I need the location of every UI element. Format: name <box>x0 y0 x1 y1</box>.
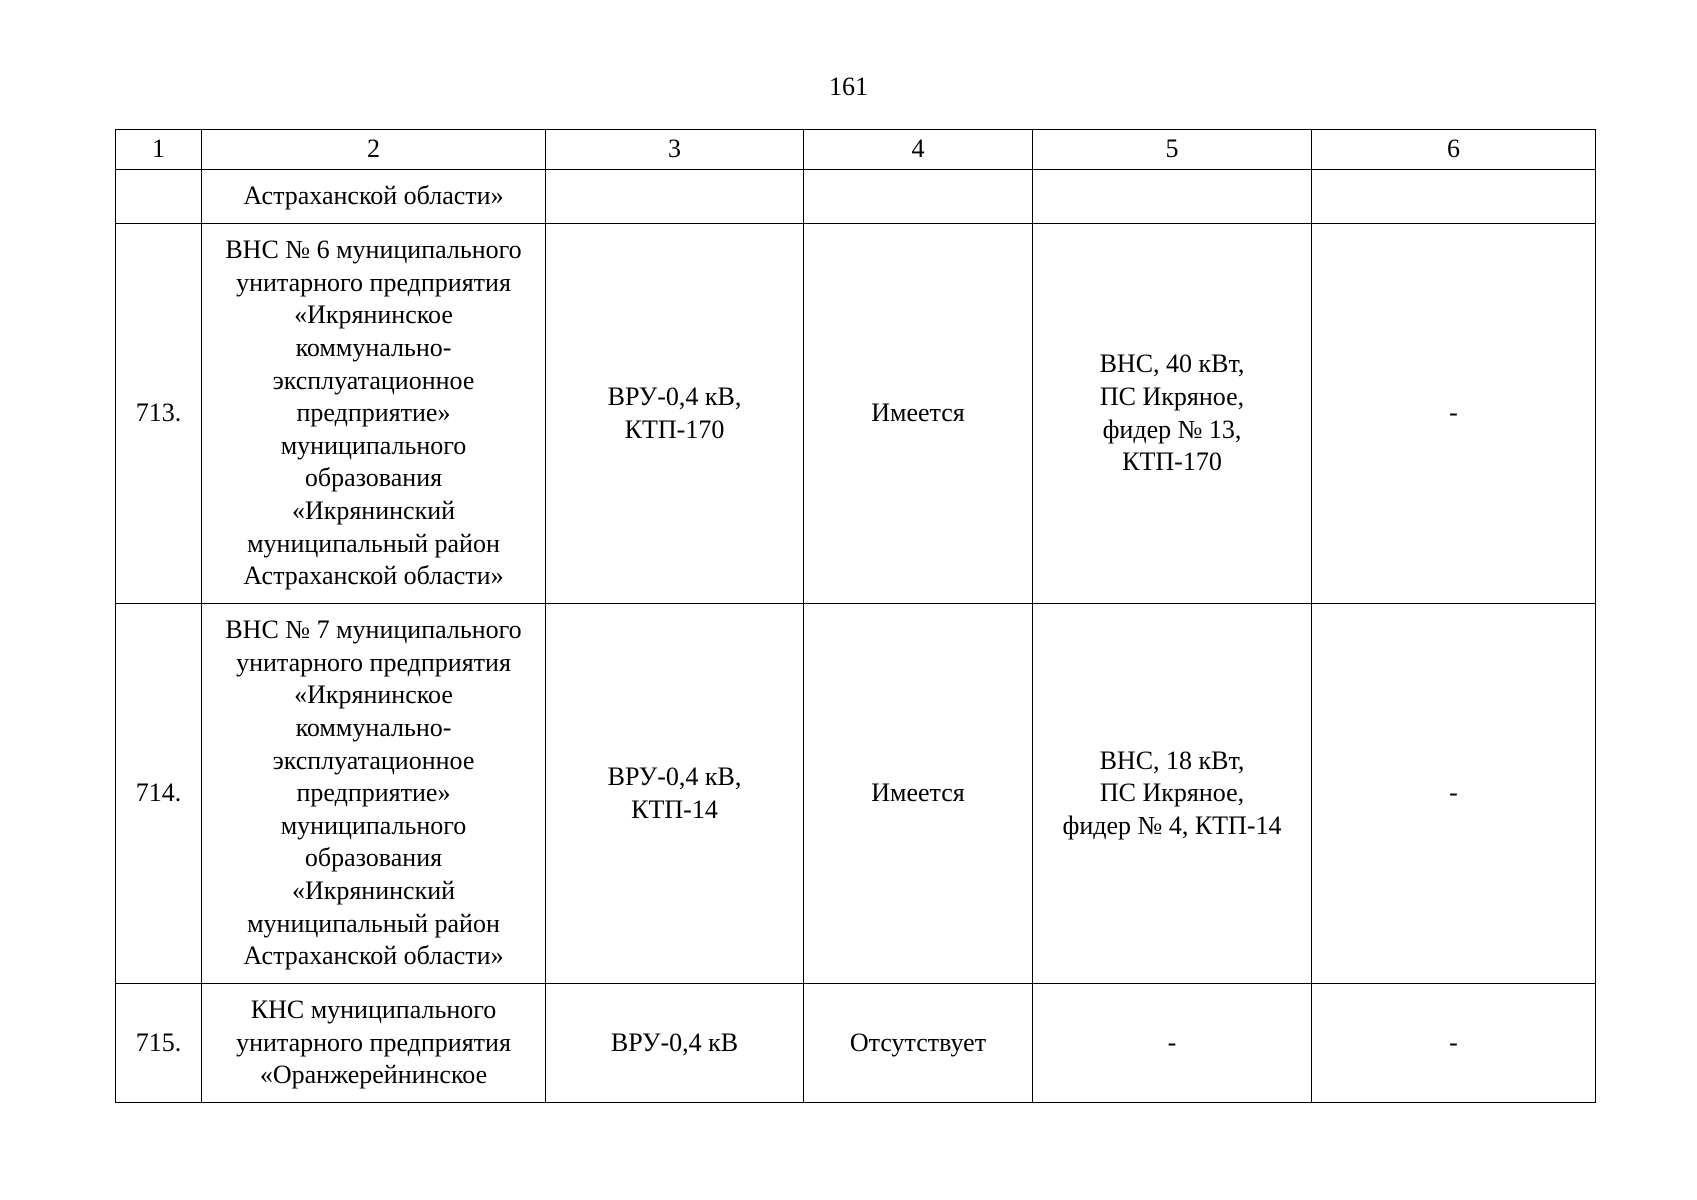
device-line: ВРУ-0,4 кВ <box>610 1027 739 1057</box>
object-name-line: ВНС № 6 муниципального <box>225 235 522 265</box>
row-number: 714. <box>116 604 202 984</box>
continuation-row <box>116 170 1596 224</box>
object-name-line: унитарного предприятия <box>236 267 511 297</box>
object-name-line: коммунально- <box>295 333 452 363</box>
object-name-line: эксплуатационное <box>272 365 475 395</box>
device-line: КТП-170 <box>624 414 725 444</box>
object-name-line: муниципальный район <box>247 528 500 558</box>
object-name-line: муниципального <box>280 430 467 460</box>
continuation-cell-name: Астраханской области» <box>202 170 546 224</box>
row-number: 715. <box>116 984 202 1103</box>
status-cell: Имеется <box>804 604 1033 984</box>
supply-cell <box>1033 984 1312 1103</box>
note-cell: - <box>1312 604 1596 984</box>
object-name-line: предприятие» <box>296 778 451 808</box>
object-name <box>202 224 546 604</box>
object-name-line: унитарного предприятия <box>236 1027 511 1057</box>
device-cell <box>546 224 804 604</box>
object-name-line: муниципального <box>280 810 467 840</box>
table-row <box>116 984 1596 1103</box>
device-line: КТП-14 <box>631 794 718 824</box>
object-name <box>202 984 546 1103</box>
header-cell-3: 3 <box>546 130 804 170</box>
object-name-line: образования <box>304 843 443 873</box>
note-cell: - <box>1312 984 1596 1103</box>
device-cell <box>546 984 804 1103</box>
supply-line: ПС Икряное, <box>1099 778 1245 808</box>
object-name-line: КНС муниципального <box>250 995 497 1025</box>
row-number: 713. <box>116 224 202 604</box>
supply-cell <box>1033 604 1312 984</box>
supply-cell <box>1033 224 1312 604</box>
supply-line: - <box>1167 1027 1177 1057</box>
supply-line: ВНС, 40 кВт, <box>1099 349 1245 379</box>
object-name-line: предприятие» <box>296 398 451 428</box>
note-cell: - <box>1312 224 1596 604</box>
equipment-table <box>115 129 1596 1103</box>
continuation-cell-supply <box>1033 170 1312 224</box>
table-row <box>116 224 1596 604</box>
object-name-line: образования <box>304 463 443 493</box>
object-name-line: «Оранжерейнинское <box>259 1060 488 1090</box>
header-cell-4: 4 <box>804 130 1033 170</box>
page-number: 161 <box>829 72 868 101</box>
device-cell <box>546 604 804 984</box>
object-name <box>202 604 546 984</box>
object-name-line: Астраханской области» <box>243 941 504 971</box>
status-cell: Отсутствует <box>804 984 1033 1103</box>
header-cell-6: 6 <box>1312 130 1596 170</box>
object-name-line: муниципальный район <box>247 908 500 938</box>
object-name-line: унитарного предприятия <box>236 647 511 677</box>
continuation-cell-note <box>1312 170 1596 224</box>
supply-line: фидер № 4, КТП-14 <box>1062 810 1282 840</box>
continuation-cell-device <box>546 170 804 224</box>
supply-line: ВНС, 18 кВт, <box>1099 745 1245 775</box>
status-cell: Имеется <box>804 224 1033 604</box>
table-row <box>116 604 1596 984</box>
object-name-line: ВНС № 7 муниципального <box>225 615 522 645</box>
device-line: ВРУ-0,4 кВ, <box>607 761 742 791</box>
header-cell-1: 1 <box>116 130 202 170</box>
object-name-line: эксплуатационное <box>272 745 475 775</box>
device-line: ВРУ-0,4 кВ, <box>607 381 742 411</box>
continuation-cell-number <box>116 170 202 224</box>
header-row <box>116 130 1596 170</box>
object-name-line: «Икрянинский <box>291 495 456 525</box>
object-name-line: «Икрянинский <box>291 875 456 905</box>
object-name-line: «Икрянинское <box>294 680 453 710</box>
object-name-line: «Икрянинское <box>294 300 453 330</box>
supply-line: фидер № 13, <box>1102 414 1242 444</box>
header-cell-5: 5 <box>1033 130 1312 170</box>
supply-line: КТП-170 <box>1122 447 1222 477</box>
header-cell-2: 2 <box>202 130 546 170</box>
object-name-line: коммунально- <box>295 713 452 743</box>
object-name-line: Астраханской области» <box>243 561 504 591</box>
supply-line: ПС Икряное, <box>1099 381 1245 411</box>
continuation-cell-status <box>804 170 1033 224</box>
